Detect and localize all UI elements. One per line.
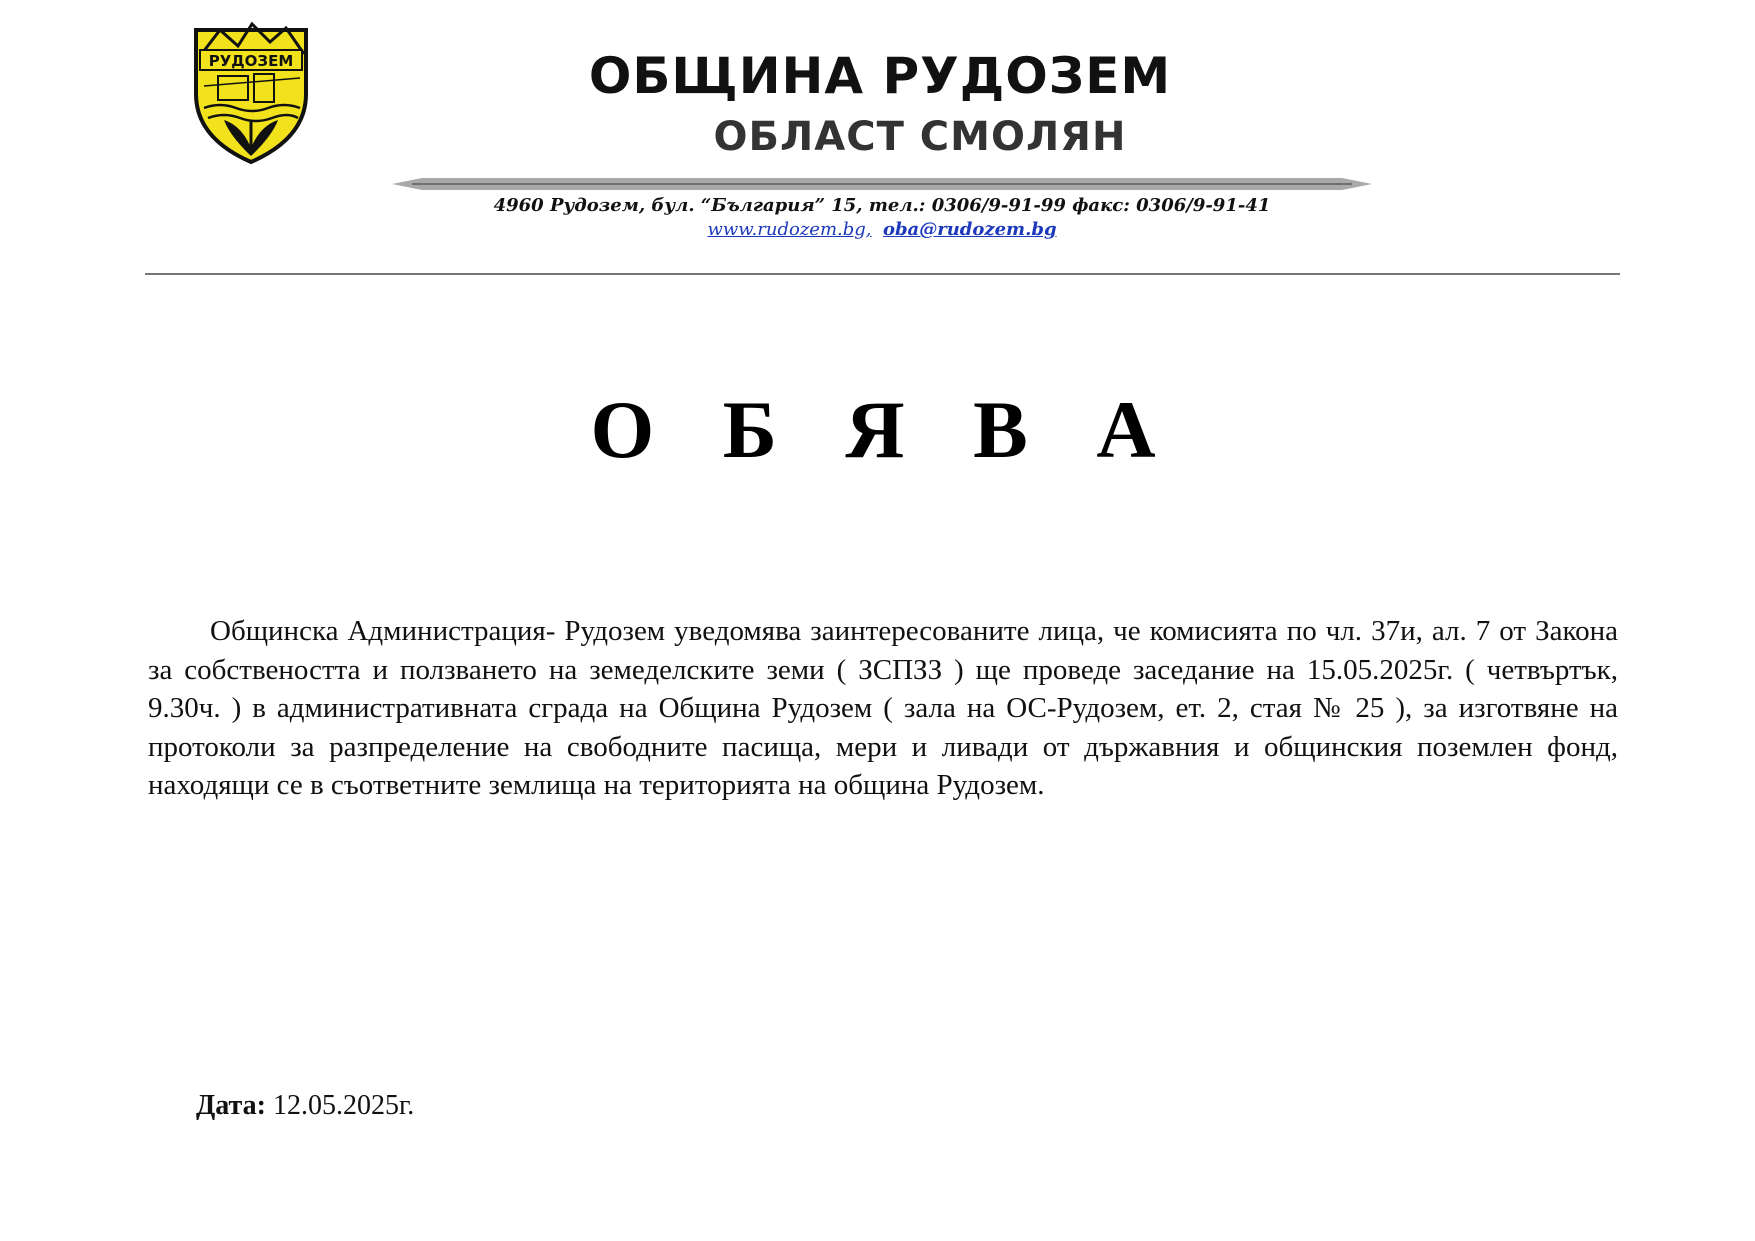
contact-links — [392, 218, 1372, 242]
logo-lettering: РУДОЗЕМ — [208, 52, 294, 70]
header-decorative-rule — [392, 177, 1372, 191]
date-label: Дата: — [196, 1090, 266, 1121]
municipality-name: ОБЩИНА РУДОЗЕМ — [588, 47, 1172, 105]
email-link[interactable]: oba@rudozem.bg — [882, 219, 1057, 240]
header-divider — [145, 273, 1620, 275]
website-link[interactable]: www.rudozem.bg, — [707, 219, 872, 240]
notice-body-paragraph: Общинска Администрация- Рудозем уведомява заинтересованите лица, че комисията по чл. 37и, ал. 7 от Закона за собствеността и ползването на земеделските земи ( ЗСПЗЗ ) ще проведе заседание на 15.05.2025г. ( четвъртък, 9.30ч. ) в административната сграда на Община Рудозем ( зала на ОС-Рудозем, ет. 2, стая № 25 ), за изготвяне на протоколи за разпределение на свободните пасища, мери и ливади от държавния и общинския поземлен фонд, находящи се в съответните землища на територията на община Рудозем. — [148, 615, 1618, 801]
region-name: ОБЛАСТ СМОЛЯН — [713, 114, 1127, 160]
date-line — [196, 1088, 414, 1124]
notice-title: О Б Я В А — [590, 384, 1180, 475]
contact-address-line: 4960 Рудозем, бул. “България” 15, тел.: 0306/9-91-99 факс: 0306/9-91-41 — [493, 195, 1271, 216]
date-value: 12.05.2025г. — [272, 1090, 415, 1121]
municipality-coat-of-arms-logo — [190, 16, 312, 166]
